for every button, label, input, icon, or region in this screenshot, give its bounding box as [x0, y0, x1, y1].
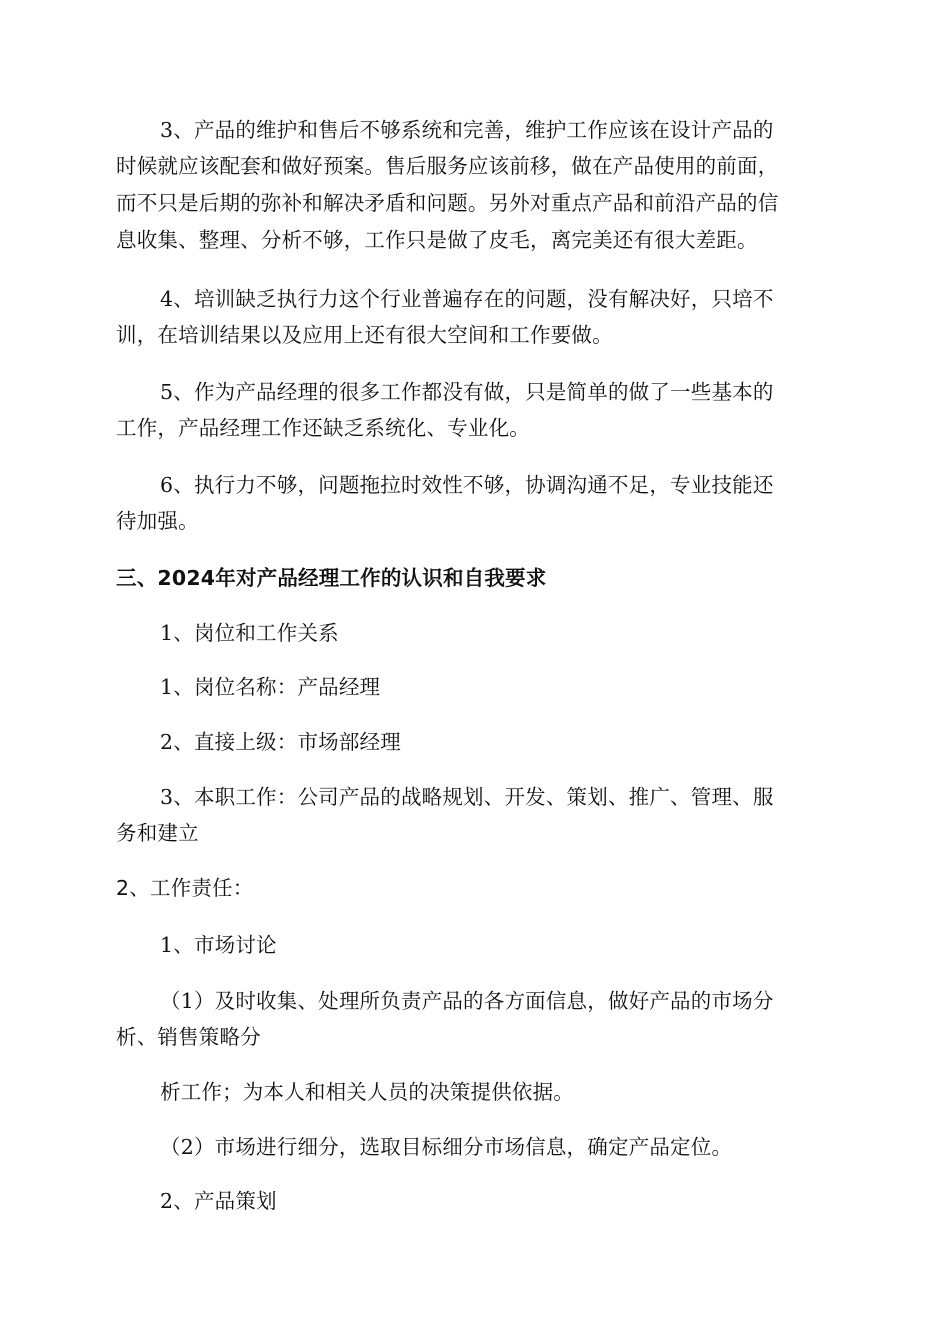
- paragraph-6-line-1: 6、执行力不够，问题拖拉时效性不够，协调沟通不足，专业技能还: [160, 473, 774, 497]
- market-item-1-line-2: 析、销售策略分: [116, 1025, 261, 1049]
- responsibilities-title: 2、工作责任：: [116, 876, 254, 900]
- job-relations-title: 1、岗位和工作关系: [160, 621, 339, 645]
- paragraph-3-line-3: 而不只是后期的弥补和解决矛盾和问题。另外对重点产品和前沿产品的信: [116, 191, 779, 215]
- product-planning-title: 2、产品策划: [160, 1189, 277, 1213]
- paragraph-4-line-2: 训，在培训结果以及应用上还有很大空间和工作要做。: [116, 323, 613, 347]
- paragraph-4-line-1: 4、培训缺乏执行力这个行业普遍存在的问题，没有解决好，只培不: [160, 287, 774, 311]
- direct-superior-item: 2、直接上级：市场部经理: [160, 730, 401, 754]
- market-item-1-line-3: 析工作；为本人和相关人员的决策提供依据。: [160, 1080, 574, 1104]
- paragraph-3-line-2: 时候就应该配套和做好预案。售后服务应该前移，做在产品使用的前面，: [116, 154, 779, 178]
- paragraph-5-line-1: 5、作为产品经理的很多工作都没有做，只是简单的做了一些基本的: [160, 380, 774, 404]
- paragraph-3-line-1: 3、产品的维护和售后不够系统和完善，维护工作应该在设计产品的: [160, 118, 774, 142]
- core-duty-line-1: 3、本职工作：公司产品的战略规划、开发、策划、推广、管理、服: [160, 785, 774, 809]
- market-item-1-line-1: （1）及时收集、处理所负责产品的各方面信息，做好产品的市场分: [160, 989, 774, 1013]
- job-title-item: 1、岗位名称：产品经理: [160, 675, 381, 699]
- core-duty-line-2: 务和建立: [116, 821, 199, 845]
- section-3-heading: 三、2024年对产品经理工作的认识和自我要求: [116, 566, 547, 590]
- paragraph-5-line-2: 工作，产品经理工作还缺乏系统化、专业化。: [116, 416, 530, 440]
- paragraph-6-line-2: 待加强。: [116, 509, 199, 533]
- market-item-2: （2）市场进行细分，选取目标细分市场信息，确定产品定位。: [160, 1135, 733, 1159]
- market-research-title: 1、市场讨论: [160, 933, 277, 957]
- paragraph-3-line-4: 息收集、整理、分析不够，工作只是做了皮毛，离完美还有很大差距。: [116, 228, 758, 252]
